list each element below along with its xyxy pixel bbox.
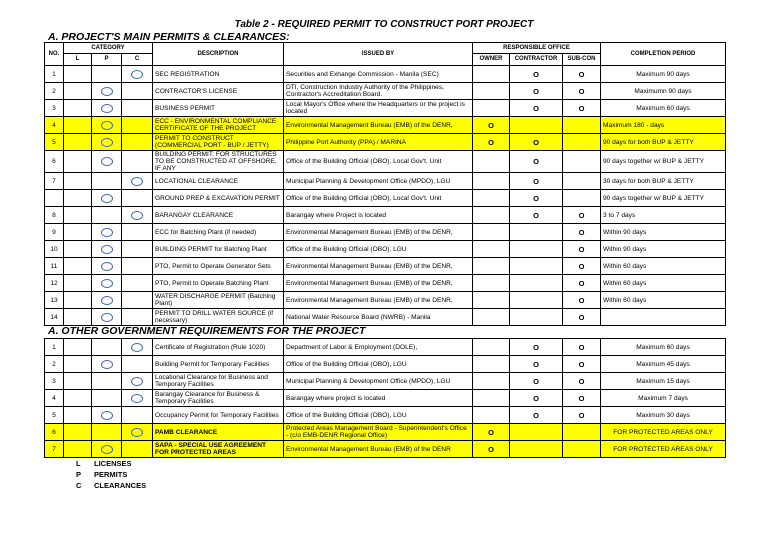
owner-cell — [473, 224, 510, 241]
row-number: 1 — [45, 66, 64, 83]
description-cell: BUILDING PERMIT: FOR STRUCTURES TO BE CONSTRUCTED AT OFFSHORE, IF ANY — [153, 151, 284, 173]
category-c-cell — [122, 241, 153, 258]
row-number: 13 — [45, 292, 64, 309]
subcon-cell: O — [563, 66, 601, 83]
table-row — [45, 275, 726, 292]
completion-period-cell: Within 60 days — [601, 275, 726, 292]
issued-by-cell: Municipal Planning & Development Office (MPDO), LGU — [284, 373, 473, 390]
row-number: 8 — [45, 207, 64, 224]
row-number: 1 — [45, 339, 64, 356]
issued-by-cell: Department of Labor & Employment (DOLE), — [284, 339, 473, 356]
issued-by-cell: Environmental Management Bureau (EMB) of the DENR, — [284, 292, 473, 309]
category-l-cell — [64, 207, 92, 224]
header-category: CATEGORY — [64, 43, 153, 54]
category-c-cell — [122, 407, 153, 424]
description-cell: ECC for Batching Plant (if needed) — [153, 224, 284, 241]
table-row — [45, 390, 726, 407]
owner-cell: O — [473, 424, 510, 441]
category-l-cell — [64, 173, 92, 190]
legend-label: CLEARANCES — [94, 481, 147, 490]
category-oval-icon — [131, 70, 143, 79]
category-l-cell — [64, 441, 92, 458]
description-cell: BARANGAY CLEARANCE — [153, 207, 284, 224]
description-cell: Barangay Clearance for Business & Temporary Facilities — [153, 390, 284, 407]
table-row — [45, 356, 726, 373]
subcon-cell: O — [563, 275, 601, 292]
issued-by-cell: DTI, Construction Industry Authority of the Philippines, Contractor's Accreditation Board. — [284, 83, 473, 100]
category-p-cell — [92, 224, 122, 241]
issued-by-cell: Environmental Management Bureau (EMB) of the DENR, — [284, 258, 473, 275]
category-c-cell — [122, 373, 153, 390]
category-l-cell — [64, 390, 92, 407]
table-row — [45, 173, 726, 190]
issued-by-cell: Environmental Management Bureau (EMB) of the DENR — [284, 441, 473, 458]
completion-period-cell: Within 90 days — [601, 241, 726, 258]
header-cat-l: L — [64, 54, 92, 66]
row-number: 4 — [45, 117, 64, 134]
category-l-cell — [64, 224, 92, 241]
subcon-cell: O — [563, 309, 601, 326]
row-number — [45, 190, 64, 207]
category-c-cell — [122, 190, 153, 207]
legend-label: PERMITS — [94, 470, 128, 479]
issued-by-cell: Municipal Planning & Development Office (MPDO), LGU — [284, 173, 473, 190]
header-completion-period: COMPLETION PERIOD — [601, 43, 726, 66]
description-cell: GROUND PREP & EXCAVATION PERMIT — [153, 190, 284, 207]
category-c-cell — [122, 258, 153, 275]
category-l-cell — [64, 309, 92, 326]
subcon-cell: O — [563, 241, 601, 258]
category-c-cell — [122, 275, 153, 292]
row-number: 3 — [45, 100, 64, 117]
completion-period-cell: Maximum 7 days — [601, 390, 726, 407]
owner-cell — [473, 407, 510, 424]
category-l-cell — [64, 117, 92, 134]
section-a-heading: A. PROJECT'S MAIN PERMITS & CLEARANCES: — [48, 31, 290, 43]
table-row — [45, 373, 726, 390]
subcon-cell — [563, 173, 601, 190]
category-l-cell — [64, 66, 92, 83]
category-l-cell — [64, 83, 92, 100]
contractor-cell: O — [510, 83, 563, 100]
category-l-cell — [64, 407, 92, 424]
table-row — [45, 117, 726, 134]
row-number: 9 — [45, 224, 64, 241]
category-p-cell — [92, 134, 122, 151]
row-number: 3 — [45, 373, 64, 390]
subcon-cell: O — [563, 356, 601, 373]
contractor-cell: O — [510, 173, 563, 190]
category-oval-icon — [101, 360, 113, 369]
subcon-cell: O — [563, 258, 601, 275]
description-cell: SAPA - SPECIAL USE AGREEMENT FOR PROTECTED AREAS — [153, 441, 284, 458]
subcon-cell: O — [563, 407, 601, 424]
category-c-cell — [122, 224, 153, 241]
issued-by-cell: Philippine Port Authority (PPA) / MARINA — [284, 134, 473, 151]
subcon-cell: O — [563, 373, 601, 390]
description-cell: PERMIT TO CONSTRUCT (COMMERCIAL PORT - BUP / JETTY) — [153, 134, 284, 151]
completion-period-cell: 30 days for both BUP & JETTY — [601, 173, 726, 190]
legend-key: L — [76, 459, 81, 468]
other-requirements-table — [44, 338, 726, 458]
subcon-cell — [563, 424, 601, 441]
completion-period-cell: 90 days together w/ BUP & JETTY — [601, 151, 726, 173]
owner-cell — [473, 66, 510, 83]
legend-item — [76, 470, 127, 479]
issued-by-cell: Office of the Building Official (OBO), Local Gov't. Unit — [284, 190, 473, 207]
description-cell: Occupancy Permit for Temporary Facilities — [153, 407, 284, 424]
category-p-cell — [92, 390, 122, 407]
table-row — [45, 258, 726, 275]
table-row — [45, 407, 726, 424]
owner-cell — [473, 190, 510, 207]
completion-period-cell: Maximum 30 days — [601, 407, 726, 424]
owner-cell — [473, 373, 510, 390]
subcon-cell — [563, 151, 601, 173]
table-row — [45, 100, 726, 117]
subcon-cell: O — [563, 390, 601, 407]
row-number: 11 — [45, 258, 64, 275]
completion-period-cell: 3 to 7 days — [601, 207, 726, 224]
completion-period-cell: 90 days for both BUP & JETTY — [601, 134, 726, 151]
issued-by-cell: Environmental Management Bureau (EMB) of the DENR, — [284, 224, 473, 241]
description-cell: Building Permit for Temporary Facilities — [153, 356, 284, 373]
owner-cell — [473, 241, 510, 258]
category-oval-icon — [131, 343, 143, 352]
issued-by-cell: Protected Areas Management Board - Superintendent's Office - (c/o EMB-DENR Regional Office) — [284, 424, 473, 441]
header-no: NO. — [45, 43, 64, 66]
category-oval-icon — [131, 177, 143, 186]
owner-cell — [473, 151, 510, 173]
description-cell: Locational Clearance for Business and Temporary Facilities — [153, 373, 284, 390]
issued-by-cell: Barangay where Project is located — [284, 207, 473, 224]
row-number: 12 — [45, 275, 64, 292]
description-cell: SEC REGISTRATION — [153, 66, 284, 83]
row-number: 6 — [45, 151, 64, 173]
category-oval-icon — [131, 394, 143, 403]
category-l-cell — [64, 275, 92, 292]
header-contractor: CONTRACTOR — [510, 54, 563, 66]
category-p-cell — [92, 258, 122, 275]
category-c-cell — [122, 100, 153, 117]
contractor-cell: O — [510, 134, 563, 151]
category-p-cell — [92, 339, 122, 356]
subcon-cell: O — [563, 207, 601, 224]
table-row — [45, 339, 726, 356]
header-owner: OWNER — [473, 54, 510, 66]
row-number: 2 — [45, 83, 64, 100]
subcon-cell — [563, 190, 601, 207]
category-l-cell — [64, 241, 92, 258]
description-cell: LOCATIONAL CLEARANCE — [153, 173, 284, 190]
description-cell: PERMIT TO DRILL WATER SOURCE (if necessary) — [153, 309, 284, 326]
contractor-cell: O — [510, 151, 563, 173]
completion-period-cell: Within 60 days — [601, 292, 726, 309]
completion-period-cell: Within 90 days — [601, 224, 726, 241]
row-number: 5 — [45, 134, 64, 151]
category-oval-icon — [101, 279, 113, 288]
table-row — [45, 292, 726, 309]
header-cat-p: P — [92, 54, 122, 66]
table-row — [45, 309, 726, 326]
owner-cell — [473, 258, 510, 275]
contractor-cell — [510, 292, 563, 309]
subcon-cell — [563, 134, 601, 151]
category-l-cell — [64, 100, 92, 117]
completion-period-cell — [601, 309, 726, 326]
category-oval-icon — [101, 262, 113, 271]
category-c-cell — [122, 117, 153, 134]
category-oval-icon — [101, 104, 113, 113]
category-oval-icon — [101, 138, 113, 147]
subcon-cell — [563, 441, 601, 458]
completion-period-cell: Maximum 45 days — [601, 356, 726, 373]
owner-cell — [473, 339, 510, 356]
category-l-cell — [64, 151, 92, 173]
row-number: 5 — [45, 407, 64, 424]
category-c-cell — [122, 207, 153, 224]
category-p-cell — [92, 241, 122, 258]
contractor-cell: O — [510, 390, 563, 407]
contractor-cell — [510, 224, 563, 241]
row-number: 10 — [45, 241, 64, 258]
description-cell: Certificate of Registration (Rule 1020) — [153, 339, 284, 356]
issued-by-cell: Local Mayor's Office where the Headquarters or the project is located — [284, 100, 473, 117]
issued-by-cell: Office of the Building Official (OBO), LGU — [284, 241, 473, 258]
category-c-cell — [122, 173, 153, 190]
completion-period-cell: Maximum 15 days — [601, 373, 726, 390]
contractor-cell: O — [510, 356, 563, 373]
category-oval-icon — [101, 411, 113, 420]
header-description: DESCRIPTION — [153, 43, 284, 66]
category-p-cell — [92, 66, 122, 83]
table-row — [45, 151, 726, 173]
completion-period-cell: 90 days together w/ BUP & JETTY — [601, 190, 726, 207]
owner-cell — [473, 390, 510, 407]
category-p-cell — [92, 373, 122, 390]
table-title: Table 2 - REQUIRED PERMIT TO CONSTRUCT PORT PROJECT — [234, 19, 534, 30]
completion-period-cell: Maximum 60 days — [601, 339, 726, 356]
description-cell: PAMB CLEARANCE — [153, 424, 284, 441]
table-row — [45, 441, 726, 458]
table-row — [45, 224, 726, 241]
owner-cell — [473, 356, 510, 373]
contractor-cell — [510, 441, 563, 458]
category-p-cell — [92, 173, 122, 190]
category-oval-icon — [131, 377, 143, 386]
legend-label: LICENSES — [94, 459, 132, 468]
category-p-cell — [92, 151, 122, 173]
category-c-cell — [122, 390, 153, 407]
legend-key: P — [76, 470, 82, 479]
contractor-cell: O — [510, 373, 563, 390]
contractor-cell: O — [510, 339, 563, 356]
category-l-cell — [64, 134, 92, 151]
table-row — [45, 424, 726, 441]
header-issued-by: ISSUED BY — [284, 43, 473, 66]
issued-by-cell: Environmental Management Bureau (EMB) of the DENR, — [284, 275, 473, 292]
description-cell: PTO, Permit to Operate Batching Plant — [153, 275, 284, 292]
description-cell: CONTRACTOR'S LICENSE — [153, 83, 284, 100]
contractor-cell — [510, 117, 563, 134]
category-p-cell — [92, 441, 122, 458]
category-l-cell — [64, 190, 92, 207]
contractor-cell: O — [510, 66, 563, 83]
issued-by-cell: Office of the Building Official (OBO), LGU — [284, 356, 473, 373]
category-p-cell — [92, 292, 122, 309]
owner-cell — [473, 100, 510, 117]
category-p-cell — [92, 190, 122, 207]
legend-key: C — [76, 481, 82, 490]
category-l-cell — [64, 424, 92, 441]
owner-cell: O — [473, 117, 510, 134]
header-responsible-office: RESPONSIBLE OFFICE — [473, 43, 601, 54]
table-row — [45, 66, 726, 83]
contractor-cell: O — [510, 100, 563, 117]
category-oval-icon — [101, 313, 113, 322]
row-number: 4 — [45, 390, 64, 407]
legend-item — [76, 459, 132, 468]
category-p-cell — [92, 83, 122, 100]
category-c-cell — [122, 356, 153, 373]
completion-period-cell: Maximum 90 days — [601, 66, 726, 83]
issued-by-cell: Office of the Building Official (OBO), Local Gov't. Unit — [284, 151, 473, 173]
row-number: 2 — [45, 356, 64, 373]
description-cell: BUILDING PERMIT for Batching Plant — [153, 241, 284, 258]
header-cat-c: C — [122, 54, 153, 66]
category-c-cell — [122, 424, 153, 441]
category-oval-icon — [101, 296, 113, 305]
table-row — [45, 190, 726, 207]
table-row — [45, 83, 726, 100]
contractor-cell: O — [510, 407, 563, 424]
category-p-cell — [92, 275, 122, 292]
owner-cell — [473, 207, 510, 224]
section-b-heading: A. OTHER GOVERNMENT REQUIREMENTS FOR THE PROJECT — [48, 325, 366, 337]
contractor-cell: O — [510, 190, 563, 207]
contractor-cell — [510, 424, 563, 441]
description-cell: BUSINESS PERMIT — [153, 100, 284, 117]
row-number: 7 — [45, 441, 64, 458]
category-c-cell — [122, 83, 153, 100]
issued-by-cell: Barangay where project is located — [284, 390, 473, 407]
issued-by-cell: Environmental Management Bureau (EMB) of the DENR, — [284, 117, 473, 134]
subcon-cell: O — [563, 339, 601, 356]
owner-cell — [473, 83, 510, 100]
category-l-cell — [64, 356, 92, 373]
category-c-cell — [122, 134, 153, 151]
row-number: 6 — [45, 424, 64, 441]
contractor-cell — [510, 258, 563, 275]
completion-period-cell: FOR PROTECTED AREAS ONLY — [601, 441, 726, 458]
description-cell: WATER DISCHARGE PERMIT (Batching Plant) — [153, 292, 284, 309]
category-l-cell — [64, 339, 92, 356]
completion-period-cell: Maximum 60 days — [601, 100, 726, 117]
category-oval-icon — [101, 121, 113, 130]
contractor-cell: O — [510, 207, 563, 224]
category-c-cell — [122, 66, 153, 83]
category-l-cell — [64, 258, 92, 275]
issued-by-cell: National Water Resource Board (NWRB) - Manila — [284, 309, 473, 326]
category-oval-icon — [101, 194, 113, 203]
row-number: 14 — [45, 309, 64, 326]
contractor-cell — [510, 275, 563, 292]
owner-cell: O — [473, 134, 510, 151]
subcon-cell — [563, 117, 601, 134]
category-c-cell — [122, 292, 153, 309]
category-p-cell — [92, 407, 122, 424]
category-c-cell — [122, 339, 153, 356]
category-oval-icon — [101, 245, 113, 254]
contractor-cell — [510, 241, 563, 258]
category-oval-icon — [101, 157, 113, 166]
owner-cell — [473, 275, 510, 292]
category-oval-icon — [101, 87, 113, 96]
subcon-cell: O — [563, 100, 601, 117]
main-permits-table — [44, 42, 726, 326]
subcon-cell: O — [563, 83, 601, 100]
category-l-cell — [64, 292, 92, 309]
issued-by-cell: Securities and Exhange Commission - Manila (SEC) — [284, 66, 473, 83]
contractor-cell — [510, 309, 563, 326]
header-subcon: SUB-CON — [563, 54, 601, 66]
category-oval-icon — [131, 211, 143, 220]
owner-cell — [473, 173, 510, 190]
subcon-cell: O — [563, 224, 601, 241]
category-c-cell — [122, 151, 153, 173]
row-number: 7 — [45, 173, 64, 190]
category-p-cell — [92, 207, 122, 224]
completion-period-cell: Within 60 days — [601, 258, 726, 275]
owner-cell: O — [473, 441, 510, 458]
subcon-cell: O — [563, 292, 601, 309]
completion-period-cell: FOR PROTECTED AREAS ONLY — [601, 424, 726, 441]
category-c-cell — [122, 441, 153, 458]
category-p-cell — [92, 424, 122, 441]
table-row — [45, 134, 726, 151]
category-oval-icon — [131, 428, 143, 437]
category-oval-icon — [101, 228, 113, 237]
owner-cell — [473, 309, 510, 326]
category-c-cell — [122, 309, 153, 326]
table-row — [45, 207, 726, 224]
category-p-cell — [92, 309, 122, 326]
description-cell: PTO, Permit to Operate Generator Sets — [153, 258, 284, 275]
category-p-cell — [92, 356, 122, 373]
table-row — [45, 241, 726, 258]
completion-period-cell: Maximumn 90 days — [601, 83, 726, 100]
category-l-cell — [64, 373, 92, 390]
category-p-cell — [92, 117, 122, 134]
completion-period-cell: Maximum 180 - days — [601, 117, 726, 134]
owner-cell — [473, 292, 510, 309]
category-oval-icon — [101, 445, 113, 454]
issued-by-cell: Office of the Building Official (OBO), LGU — [284, 407, 473, 424]
description-cell: ECC - ENVIRONMENTAL COMPLIANCE CERTIFICATE OF THE PROJECT — [153, 117, 284, 134]
legend-item — [76, 481, 146, 490]
category-p-cell — [92, 100, 122, 117]
